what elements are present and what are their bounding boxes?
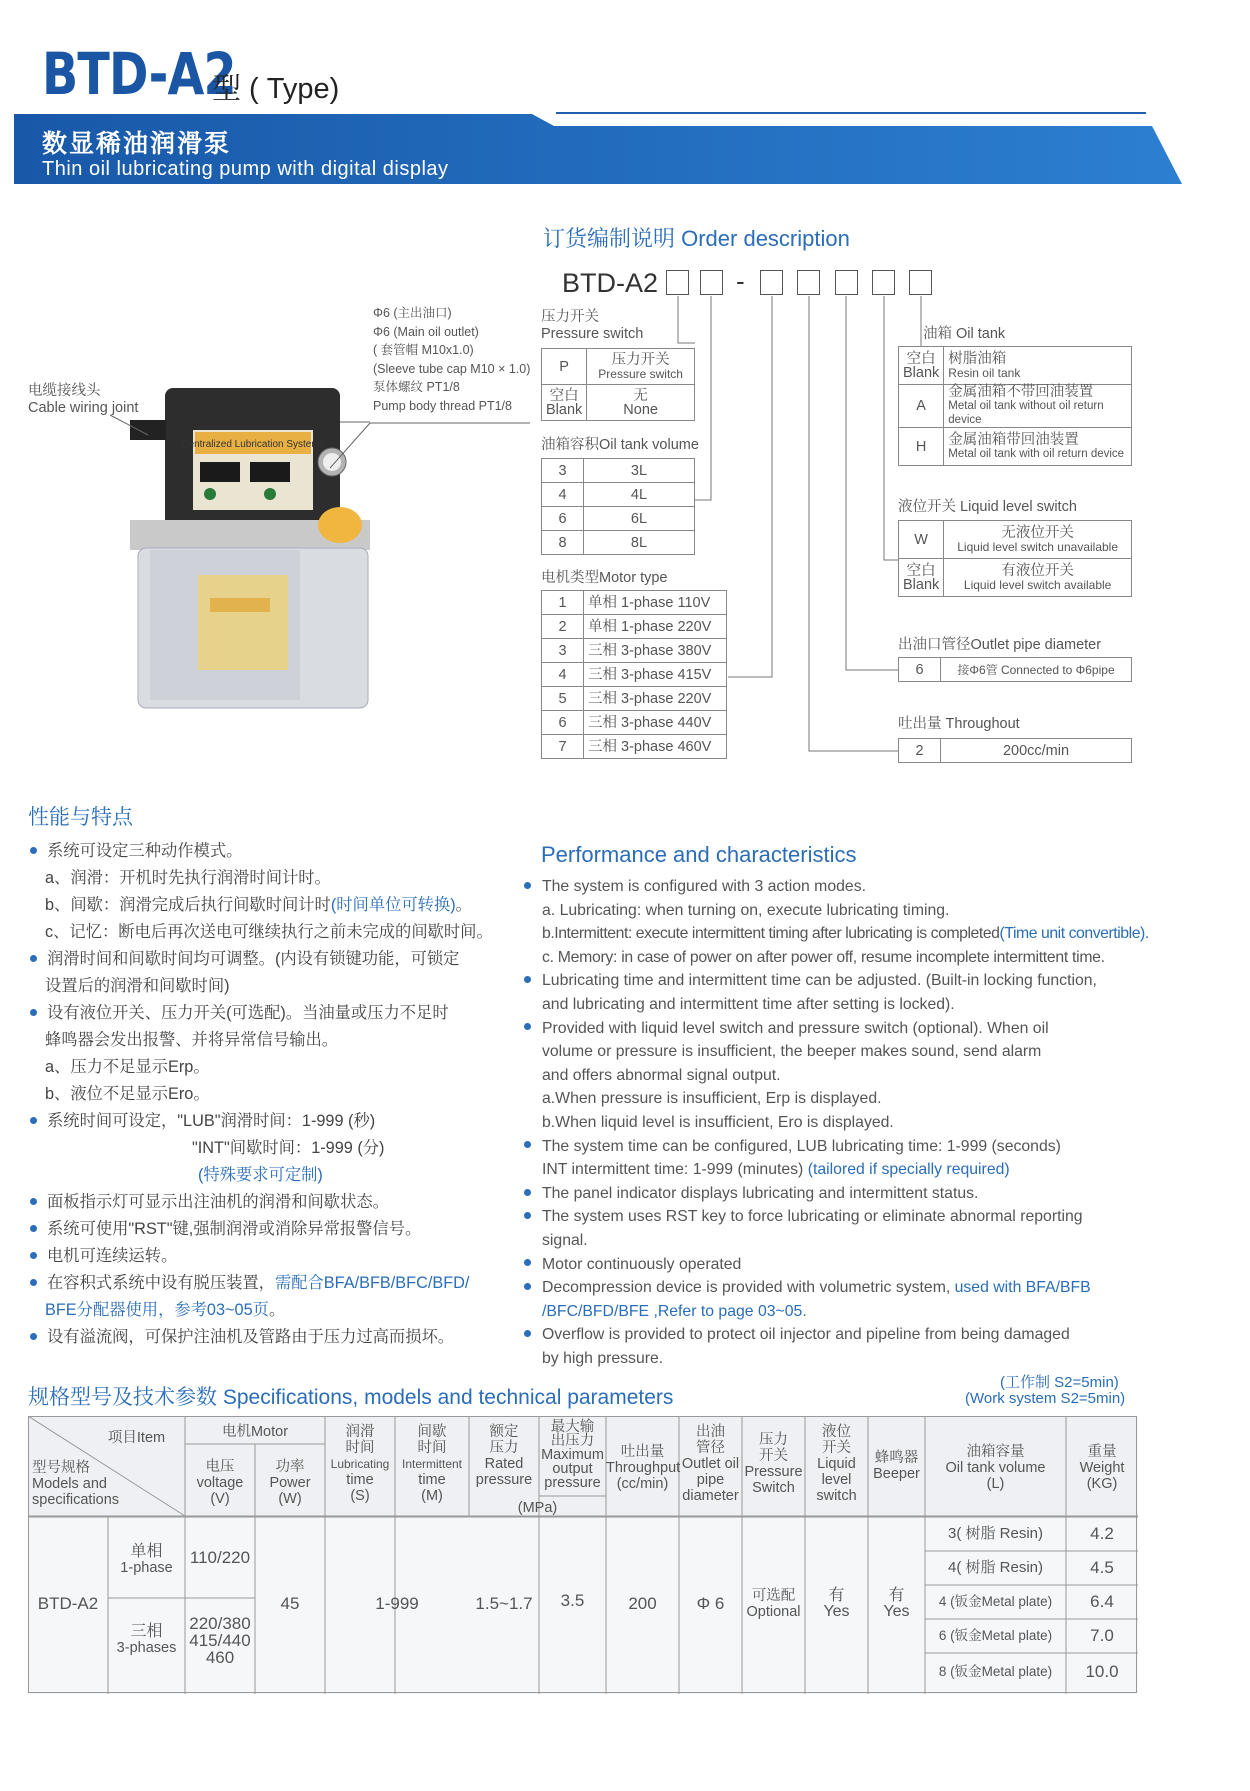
- hdr-pipe: Outlet oil: [681, 1456, 740, 1472]
- cell-weight: 7.0: [1090, 1626, 1114, 1645]
- pressure-none-en: None: [623, 401, 658, 418]
- motor-key: 3: [542, 639, 584, 663]
- tank-key: H: [899, 428, 944, 466]
- features-en-heading: Performance and characteristics: [541, 842, 857, 867]
- bullet-icon: [524, 1330, 531, 1337]
- pressure-label-cn: 压力开关: [541, 309, 599, 325]
- tank-key: A: [899, 385, 944, 428]
- tank-key-cn: 空白: [906, 350, 936, 367]
- bullet-icon: [524, 1023, 531, 1030]
- motor-key: 6: [542, 711, 584, 735]
- motor-cn: 三相: [588, 666, 617, 683]
- hdr-max: pressure: [544, 1475, 601, 1491]
- tank-opt-en: Metal oil tank with oil return device: [948, 447, 1125, 460]
- hdr-weight: 重量: [1087, 1444, 1117, 1460]
- hdr-psw: Switch: [752, 1480, 795, 1496]
- volume-key: 6: [542, 507, 584, 531]
- bullet-icon: [30, 1279, 37, 1286]
- feature-cn-line: b、液位不足显示Ero。: [45, 1085, 210, 1103]
- motor-cn: 三相: [588, 738, 617, 755]
- feature-en-line: signal.: [542, 1231, 588, 1249]
- bullet-icon: [30, 847, 37, 854]
- motor-label: 电机类型Motor type: [541, 570, 668, 586]
- motor-en: 3-phase 415V: [621, 666, 712, 683]
- pressure-key-p: P: [542, 349, 587, 385]
- volume-value: 4L: [584, 483, 695, 507]
- hdr-weight: (KG): [1086, 1476, 1118, 1492]
- features-cn-list: [28, 838, 528, 1351]
- cell-lsw-en: Yes: [823, 1603, 850, 1620]
- hdr-tank: 油箱容量: [966, 1444, 1025, 1460]
- hdr-mpa: (MPa): [517, 1500, 558, 1516]
- throughput-label: 吐出量 Throughout: [898, 716, 1020, 732]
- throughput-table: [898, 738, 1132, 763]
- hdr-int: 时间: [417, 1440, 447, 1456]
- cell-three-en: 3-phases: [116, 1640, 177, 1656]
- volume-key: 4: [542, 483, 584, 507]
- feature-cn-line: 系统可设定三种动作模式。: [47, 842, 243, 860]
- hdr-motor: 电机Motor: [221, 1424, 289, 1440]
- cell-rated: 1.5~1.7: [475, 1594, 533, 1613]
- feature-en-line: volume or pressure is insufficient, the beeper makes sound, send alarm: [542, 1043, 1042, 1061]
- hdr-tank: Oil tank volume: [945, 1460, 1046, 1476]
- hdr-psw: Pressure: [744, 1464, 803, 1480]
- feature-cn-line: 润滑时间和间歇时间均可调整。(内设有锁键功能，可锁定: [47, 950, 460, 968]
- tank-opt-cn: 金属油箱不带回油装置: [948, 384, 1094, 400]
- cell-single-cn: 单相: [130, 1543, 163, 1560]
- cell-tank: 4( 树脂 Resin): [947, 1559, 1044, 1576]
- spec-heading: 规格型号及技术参数 Specifications, models and technical parameters: [28, 1386, 674, 1409]
- throughput-key: 2: [899, 739, 941, 763]
- type-label: 型 ( Type): [212, 73, 340, 105]
- motor-key: 4: [542, 663, 584, 687]
- pressure-table: [541, 348, 695, 421]
- cell-three-cn: 三相: [130, 1623, 163, 1640]
- hdr-lsw: 液位: [822, 1424, 851, 1440]
- feature-cn-line: 系统时间可设定，"LUB"润滑时间：1-999 (秒): [47, 1112, 376, 1130]
- hdr-rated: pressure: [475, 1472, 533, 1488]
- feature-en-line: Overflow is provided to protect oil injector and pipeline from being damaged: [542, 1326, 1070, 1344]
- pressure-key-blank-en: Blank: [546, 401, 583, 418]
- feature-cn-highlight: (时间单位可转换): [330, 896, 456, 914]
- feature-cn-line: 蜂鸣器会发出报警、并将异常信号输出。: [45, 1031, 339, 1049]
- features-cn-heading: 性能与特点: [28, 806, 133, 829]
- hdr-lub: (S): [350, 1488, 370, 1504]
- banner-title-cn: 数显稀油润滑泵: [42, 130, 232, 158]
- tank-opt-en: Metal oil tank without oil return device: [948, 400, 1104, 426]
- feature-cn-line: 。: [455, 896, 472, 914]
- motor-cn: 单相: [588, 618, 617, 635]
- volume-value: 8L: [584, 531, 695, 555]
- hdr-lub: 时间: [345, 1440, 375, 1456]
- hdr-psw: 开关: [759, 1448, 788, 1464]
- hdr-power: Power: [269, 1475, 311, 1491]
- hdr-weight: Weight: [1079, 1460, 1125, 1476]
- feature-en-line: c. Memory: in case of power on after power off, resume incomplete intermittent time.: [542, 948, 1105, 966]
- feature-en-line: The panel indicator displays lubricating and intermittent status.: [542, 1184, 979, 1202]
- feature-en-highlight: (Time unit convertible).: [999, 925, 1149, 943]
- level-label: 液位开关 Liquid level switch: [898, 499, 1077, 515]
- feature-cn-highlight: BFE分配器使用，参考03~05页: [45, 1301, 269, 1319]
- tank-label: 油箱 Oil tank: [923, 326, 1006, 342]
- volume-value: 3L: [584, 459, 695, 483]
- hdr-models-en: Models and specifications: [32, 1476, 120, 1508]
- level-opt-cn: 无液位开关: [1001, 524, 1074, 541]
- bullet-icon: [30, 955, 37, 962]
- work-system-cn: (工作制 S2=5min): [1000, 1374, 1119, 1391]
- motor-en: 3-phase 440V: [621, 714, 712, 731]
- feature-cn-line: 设有溢流阀，可保护注油机及管路由于压力过高而损坏。: [47, 1328, 455, 1346]
- pressure-none-cn: 无: [633, 387, 648, 404]
- cell-single-voltage: 110/220: [189, 1548, 251, 1567]
- cell-psw-en: Optional: [746, 1604, 801, 1620]
- bullet-icon: [524, 1141, 531, 1148]
- pressure-opt-en: Pressure switch: [598, 366, 683, 381]
- feature-cn-line: 面板指示灯可显示出注油机的润滑和间歇状态。: [47, 1193, 389, 1211]
- cell-model: BTD-A2: [37, 1594, 99, 1613]
- hdr-max: output: [552, 1461, 593, 1477]
- motor-table: [541, 590, 727, 759]
- feature-en-line: INT intermittent time: 1-999 (minutes): [542, 1161, 804, 1179]
- hdr-lub: 润滑: [345, 1424, 375, 1440]
- volume-label: 油箱容积Oil tank volume: [541, 437, 699, 453]
- cell-pipe: Φ 6: [696, 1594, 725, 1613]
- feature-en-highlight: /BFC/BFD/BFE ,Refer to page 03~05.: [542, 1302, 807, 1320]
- cell-weight: 4.2: [1090, 1524, 1114, 1543]
- motor-key: 1: [542, 591, 584, 615]
- feature-en-line: by high pressure.: [542, 1349, 664, 1367]
- hdr-voltage: 电压: [205, 1459, 235, 1475]
- pressure-opt-cn: 压力开关: [611, 351, 670, 368]
- cell-beep-cn: 有: [888, 1587, 905, 1604]
- motor-en: 3-phase 380V: [621, 642, 712, 659]
- hdr-pipe: pipe: [696, 1472, 725, 1488]
- tank-key-en: Blank: [903, 364, 940, 381]
- hdr-max: Maximum: [541, 1447, 604, 1463]
- cell-psw-cn: 可选配: [751, 1588, 796, 1604]
- callout-cable-cn: 电缆接线头: [28, 383, 101, 399]
- cell-tank: 4 (钣金Metal plate): [938, 1594, 1053, 1609]
- callout-line-5: 泵体螺纹 PT1/8: [373, 380, 460, 394]
- throughput-value: 200cc/min: [941, 739, 1132, 763]
- hdr-pipe: 出油: [696, 1424, 725, 1440]
- hdr-power: 功率: [275, 1459, 305, 1475]
- cell-max: 3.5: [560, 1591, 585, 1610]
- feature-cn-line: c、记忆：断电后再次送电可继续执行之前未完成的间歇时间。: [45, 923, 493, 941]
- code-dash: -: [736, 266, 745, 296]
- features-en-list: [524, 875, 1164, 1370]
- model-title: BTD-A2: [42, 40, 236, 108]
- feature-cn-line: 电机可连续运转。: [47, 1247, 178, 1265]
- hdr-pipe: diameter: [682, 1488, 739, 1504]
- hdr-int: (M): [421, 1488, 443, 1504]
- cell-single-en: 1-phase: [120, 1560, 173, 1576]
- feature-en-line: b.When liquid level is insufficient, Ero is displayed.: [542, 1113, 894, 1131]
- callout-line-6: Pump body thread PT1/8: [373, 398, 512, 413]
- feature-cn-line: 设有液位开关、压力开关(可选配)。当油量或压力不足时: [47, 1004, 449, 1022]
- feature-cn-line: 。: [268, 1301, 286, 1319]
- order-code-prefix: BTD-A2: [562, 268, 659, 298]
- level-opt-en: Liquid level switch available: [963, 577, 1112, 592]
- hdr-int: Intermittent: [401, 1457, 463, 1471]
- level-opt-en: Liquid level switch unavailable: [957, 539, 1119, 554]
- motor-cn: 单相: [588, 594, 617, 611]
- outlet-table: [898, 657, 1132, 682]
- hdr-lsw: switch: [816, 1488, 857, 1504]
- pressure-label-en: Pressure switch: [541, 326, 644, 342]
- volume-key: 3: [542, 459, 584, 483]
- motor-en: 3-phase 220V: [621, 690, 712, 707]
- hdr-pipe: 管径: [696, 1440, 725, 1456]
- hdr-tank: (L): [986, 1476, 1005, 1492]
- feature-en-line: Decompression device is provided with volumetric system,: [542, 1279, 955, 1297]
- feature-cn-line: 在容积式系统中设有脱压装置，: [47, 1274, 275, 1292]
- hdr-voltage: (V): [210, 1491, 230, 1507]
- bullet-icon: [30, 1009, 37, 1016]
- bullet-icon: [524, 1259, 531, 1266]
- level-opt-cn: 有液位开关: [1001, 562, 1074, 579]
- hdr-voltage: voltage: [196, 1475, 244, 1491]
- hdr-lsw: Liquid: [817, 1456, 856, 1472]
- hdr-power: (W): [278, 1491, 302, 1507]
- feature-cn-line: "INT"间歇时间：1-999 (分): [192, 1139, 385, 1157]
- volume-table: [541, 458, 695, 555]
- cell-tank: 8 (钣金Metal plate): [938, 1664, 1053, 1679]
- pressure-key-blank-cn: 空白: [549, 387, 579, 404]
- tank-table: [898, 346, 1132, 466]
- bullet-icon: [30, 1252, 37, 1259]
- level-key-cn: 空白: [906, 562, 936, 579]
- hdr-lub: Lubricating: [330, 1457, 390, 1471]
- cell-three-voltage: 415/440: [189, 1631, 251, 1650]
- cell-beep-en: Yes: [883, 1603, 910, 1620]
- hdr-beeper: 蜂鸣器: [874, 1450, 919, 1466]
- cell-lsw-cn: 有: [828, 1587, 845, 1604]
- callout-line-2: Φ6 (Main oil outlet): [373, 324, 479, 339]
- outlet-label: 出油口管径Outlet pipe diameter: [898, 637, 1102, 653]
- cell-weight: 4.5: [1090, 1558, 1114, 1577]
- hdr-int: time: [418, 1472, 446, 1488]
- volume-value: 6L: [584, 507, 695, 531]
- hdr-max: 最大输: [550, 1419, 595, 1435]
- motor-cn: 三相: [588, 690, 617, 707]
- cell-weight: 10.0: [1085, 1662, 1119, 1681]
- motor-en: 1-phase 220V: [621, 618, 712, 635]
- bullet-icon: [524, 1283, 531, 1290]
- tank-opt-cn: 金属油箱带回油装置: [948, 431, 1079, 448]
- bullet-icon: [30, 1333, 37, 1340]
- motor-cn: 三相: [588, 714, 617, 731]
- bullet-icon: [30, 1198, 37, 1205]
- feature-cn-highlight: (特殊要求可定制): [198, 1166, 323, 1184]
- motor-key: 2: [542, 615, 584, 639]
- feature-en-line: and lubricating and intermittent time after setting is locked).: [542, 995, 955, 1013]
- feature-en-line: Motor continuously operated: [542, 1255, 742, 1273]
- order-heading: 订货编制说明 Order description: [543, 226, 850, 251]
- panel-label: Centralized Lubrication Systems: [181, 439, 325, 450]
- hdr-lub: time: [346, 1472, 374, 1488]
- feature-cn-line: a、润滑：开机时先执行润滑时间计时。: [45, 869, 331, 887]
- cell-three-voltage: 220/380: [189, 1614, 251, 1633]
- feature-en-line: a.When pressure is insufficient, Erp is displayed.: [542, 1090, 882, 1108]
- feature-cn-highlight: 需配合BFA/BFB/BFC/BFD/: [274, 1274, 470, 1292]
- outlet-key: 6: [899, 658, 941, 682]
- hdr-thr: (cc/min): [616, 1476, 669, 1492]
- banner-title-en: Thin oil lubricating pump with digital display: [42, 158, 449, 180]
- level-key: W: [899, 521, 944, 559]
- cell-power: 45: [280, 1594, 300, 1613]
- feature-en-line: The system time can be configured, LUB lubricating time: 1-999 (seconds): [542, 1137, 1061, 1155]
- feature-en-line: The system uses RST key to force lubricating or eliminate abnormal reporting: [542, 1208, 1083, 1226]
- feature-cn-line: 设置后的润滑和间歇时间): [45, 977, 230, 995]
- tank-opt-cn: 树脂油箱: [948, 350, 1007, 367]
- cell-throughput: 200: [628, 1594, 657, 1613]
- bullet-icon: [524, 1189, 531, 1196]
- cell-weight: 6.4: [1090, 1592, 1114, 1611]
- bullet-icon: [524, 976, 531, 983]
- feature-cn-line: a、压力不足显示Erp。: [45, 1058, 210, 1076]
- bullet-icon: [524, 1212, 531, 1219]
- work-system-en: (Work system S2=5min): [965, 1390, 1126, 1407]
- cell-time: 1-999: [375, 1594, 419, 1613]
- feature-en-highlight: used with BFA/BFB: [954, 1279, 1091, 1297]
- cell-tank: 3( 树脂 Resin): [947, 1525, 1044, 1542]
- hdr-thr: Throughput: [606, 1460, 681, 1476]
- tank-opt-en: Resin oil tank: [948, 365, 1021, 380]
- feature-cn-line: 系统可使用"RST"键,强制润滑或消除异常报警信号。: [47, 1220, 422, 1238]
- bullet-icon: [30, 1225, 37, 1232]
- spec-table: [28, 1416, 1138, 1694]
- feature-en-line: b.Intermittent: execute intermittent timing after lubricating is completed: [542, 925, 1000, 943]
- callout-cable-en: Cable wiring joint: [28, 400, 139, 416]
- hdr-max: 出压力: [550, 1433, 595, 1449]
- cell-three-voltage: 460: [205, 1648, 235, 1667]
- hdr-beeper: Beeper: [873, 1466, 920, 1482]
- hdr-rated: Rated: [484, 1456, 524, 1472]
- motor-cn: 三相: [588, 642, 617, 659]
- feature-en-line: a. Lubricating: when turning on, execute lubricating timing.: [542, 901, 950, 919]
- feature-en-line: The system is configured with 3 action modes.: [542, 878, 866, 895]
- hdr-item: 项目Item: [107, 1430, 166, 1446]
- feature-cn-line: b、间歇：润滑完成后执行间歇时间计时: [45, 896, 331, 914]
- motor-key: 5: [542, 687, 584, 711]
- feature-en-highlight: (tailored if specially required): [807, 1161, 1010, 1179]
- hdr-lsw: level: [821, 1472, 852, 1488]
- feature-en-line: and offers abnormal signal output.: [542, 1066, 781, 1084]
- feature-en-line: Lubricating time and intermittent time can be adjusted. (Built-in locking function,: [542, 972, 1097, 990]
- feature-en-line: Provided with liquid level switch and pressure switch (optional). When oil: [542, 1019, 1049, 1037]
- callout-line-4: (Sleeve tube cap M10 × 1.0): [373, 361, 531, 376]
- level-table: [898, 520, 1132, 597]
- volume-key: 8: [542, 531, 584, 555]
- hdr-rated: 压力: [489, 1440, 519, 1456]
- motor-key: 7: [542, 735, 584, 759]
- hdr-lsw: 开关: [822, 1440, 851, 1456]
- callout-line-1: Φ6 (主出油口): [373, 306, 452, 320]
- hdr-psw: 压力: [759, 1432, 788, 1448]
- hdr-thr: 吐出量: [620, 1444, 665, 1460]
- outlet-value: 接Φ6管 Connected to Φ6pipe: [941, 658, 1132, 682]
- level-key-en: Blank: [903, 576, 940, 593]
- hdr-rated: 额定: [489, 1424, 519, 1440]
- callout-line-3: ( 套管帽 M10x1.0): [373, 343, 474, 357]
- motor-en: 3-phase 460V: [621, 738, 712, 755]
- bullet-icon: [30, 1117, 37, 1124]
- cell-tank: 6 (钣金Metal plate): [938, 1628, 1053, 1643]
- bullet-icon: [524, 882, 531, 889]
- hdr-int: 间歇: [417, 1424, 447, 1440]
- hdr-models-cn: 型号规格: [32, 1460, 90, 1476]
- motor-en: 1-phase 110V: [621, 594, 711, 611]
